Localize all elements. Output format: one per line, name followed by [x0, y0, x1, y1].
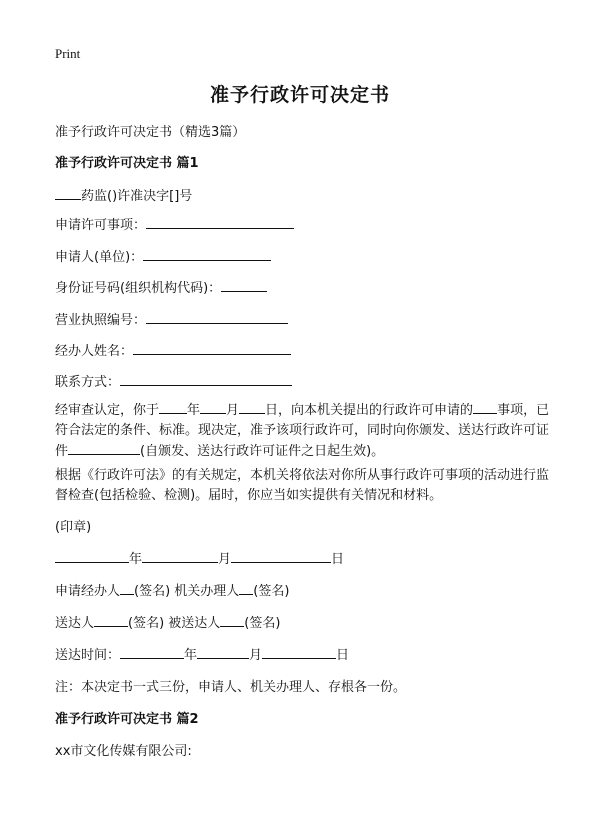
- blank: [120, 581, 134, 595]
- field-id-code: [55, 277, 267, 296]
- blank: [143, 247, 271, 261]
- field-contact: [55, 371, 292, 390]
- blank: [220, 613, 244, 627]
- blank: [473, 400, 497, 414]
- text: 月: [226, 403, 240, 418]
- page-title: 准予行政许可决定书: [209, 84, 390, 106]
- text: (签名) 机关办理人: [134, 584, 240, 599]
- section2-heading: 准予行政许可决定书 篇2: [55, 712, 199, 727]
- text: 日: [336, 648, 350, 663]
- field-applicant: [55, 246, 271, 265]
- field-handler: [55, 340, 291, 359]
- delivery-time-line: [55, 644, 349, 663]
- blank: [197, 645, 249, 659]
- text: 日: [331, 552, 345, 567]
- field-item: [55, 214, 294, 233]
- text: (签名) 被送达人: [128, 616, 221, 631]
- blank: [239, 581, 253, 595]
- field-label: 联系方式：: [55, 375, 121, 390]
- field-label: 经办人姓名：: [55, 344, 134, 359]
- text: 年: [129, 552, 143, 567]
- text: (签名): [244, 616, 281, 631]
- text: 年: [187, 403, 201, 418]
- blank: [146, 215, 294, 229]
- blank: [55, 549, 129, 563]
- print-link[interactable]: Print: [55, 46, 81, 61]
- text: 年: [184, 648, 198, 663]
- text: 月: [218, 552, 232, 567]
- decision-paragraph: [55, 400, 555, 462]
- note: 注：本决定书一式三份，申请人、机关办理人、存根各一份。: [55, 680, 407, 695]
- section1-heading: 准予行政许可决定书 篇1: [55, 156, 199, 171]
- field-license: [55, 309, 288, 328]
- text: 申请经办人: [55, 584, 121, 599]
- blank: [159, 400, 187, 414]
- text: )许准决字[: [112, 189, 175, 204]
- seal-label: (印章): [55, 520, 92, 535]
- text: 事项，已符合法定的条件、标准。现决定，准予该项行政许可，同时向你颁发、送达行政许可证件: [55, 403, 550, 459]
- signature-line-2: [55, 612, 280, 631]
- license-number-line: [55, 185, 192, 204]
- blank: [94, 613, 128, 627]
- blank: [55, 186, 81, 200]
- text: ]号: [174, 189, 193, 204]
- text: 送达时间：: [55, 648, 121, 663]
- blank: [142, 549, 218, 563]
- text: 送达人: [55, 616, 95, 631]
- blank: [231, 549, 331, 563]
- text: 药监(: [81, 189, 113, 204]
- text: (签名): [253, 584, 290, 599]
- subtitle: 准予行政许可决定书（精选3篇）: [55, 125, 246, 140]
- text: 经审查认定，你于: [55, 403, 160, 418]
- blank: [133, 341, 291, 355]
- text: (自颁发、送达行政许可证件之日起生效)。: [140, 444, 385, 459]
- blank: [68, 441, 140, 455]
- field-label: 申请人(单位)：: [55, 250, 144, 265]
- supervision-paragraph: 根据《行政许可法》的有关规定，本机关将依法对你所从事行政许可事项的活动进行监督检查(包括检验、检测)。届时，你应当如实提供有关情况和材料。: [55, 468, 550, 503]
- blank: [120, 372, 292, 386]
- blank: [120, 645, 184, 659]
- blank: [262, 645, 336, 659]
- field-label: 身份证号码(组织机构代码)：: [55, 281, 222, 296]
- text: 日，向本机关提出的行政许可申请的: [265, 403, 474, 418]
- field-label: 申请许可事项：: [55, 218, 147, 233]
- text: 月: [249, 648, 263, 663]
- blank: [146, 310, 288, 324]
- blank: [221, 278, 267, 292]
- blank: [200, 400, 226, 414]
- blank: [239, 400, 265, 414]
- date-line: [55, 548, 344, 567]
- field-label: 营业执照编号：: [55, 313, 147, 328]
- company-line: xx市文化传媒有限公司:: [55, 744, 192, 759]
- signature-line-1: [55, 580, 289, 599]
